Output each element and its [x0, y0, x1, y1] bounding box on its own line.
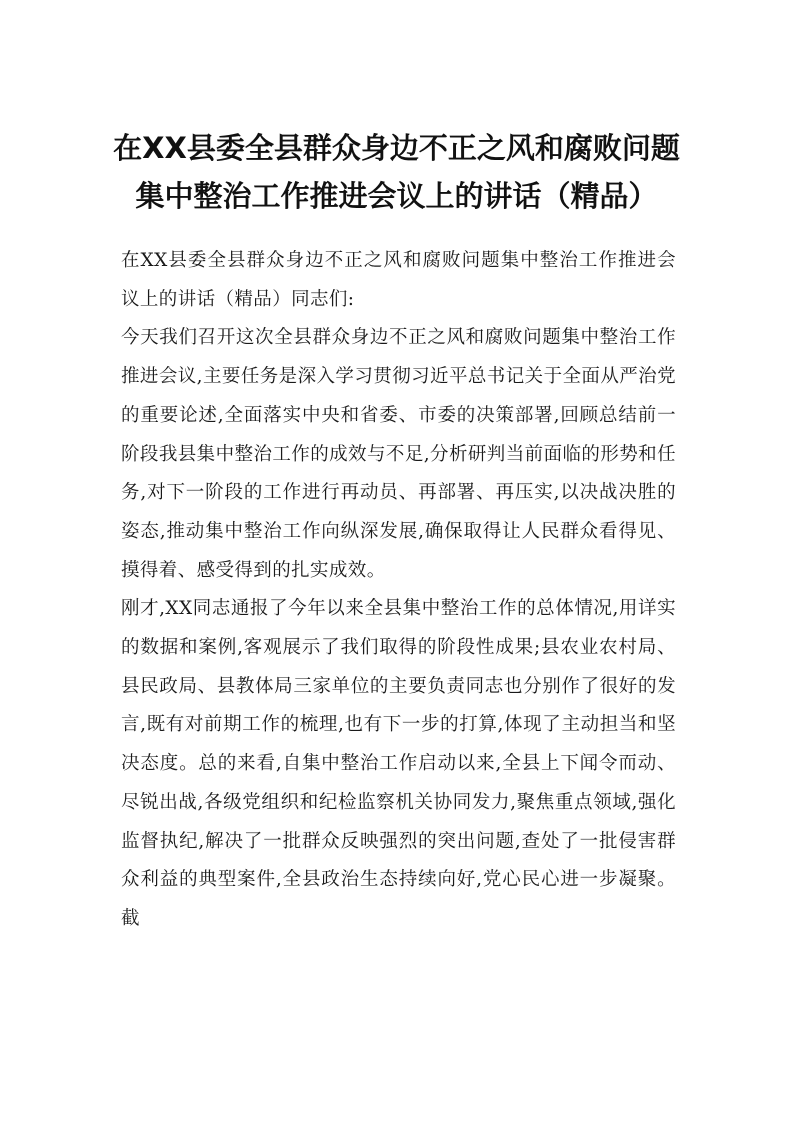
paragraph-purpose: 今天我们召开这次全县群众身边不正之风和腐败问题集中整治工作推进会议,主要任务是深入学习贯彻习近平总书记关于全面从严治党的重要论述,全面落实中央和省委、市委的决策部署,回顾总结前一阶段我县集中整治工作的成效与不足,分析研判当前面临的形势和任务,对下一阶段的工作进行再动员、再部署、再压实,以决战决胜的姿态,推动集中整治工作向纵深发展,确保取得让人民群众看得见、摸得着、感受得到的扎实成效。 — [121, 327, 676, 581]
document-body — [121, 242, 676, 939]
paragraph-intro: 在XX县委全县群众身边不正之风和腐败问题集中整治工作推进会议上的讲话（精品）同志们: — [121, 250, 676, 310]
document-title: 在XX县委全县群众身边不正之风和腐败问题集中整治工作推进会议上的讲话（精品） — [113, 131, 680, 213]
paragraph-review: 刚才,XX同志通报了今年以来全县集中整治工作的总体情况,用详实的数据和案例,客观展示了我们取得的阶段性成果;县农业农村局、县民政局、县教体局三家单位的主要负责同志也分别作了很好的发言,既有对前期工作的梳理,也有下一步的打算,体现了主动担当和坚决态度。总的来看,自集中整治工作启动以来,全县上下闻令而动、尽锐出战,各级党组织和纪检监察机关协同发力,聚焦重点领域,强化监督执纪,解决了一批群众反映强烈的突出问题,查处了一批侵害群众利益的典型案件,全县政治生态持续向好,党心民心进一步凝聚。截 — [121, 598, 676, 929]
